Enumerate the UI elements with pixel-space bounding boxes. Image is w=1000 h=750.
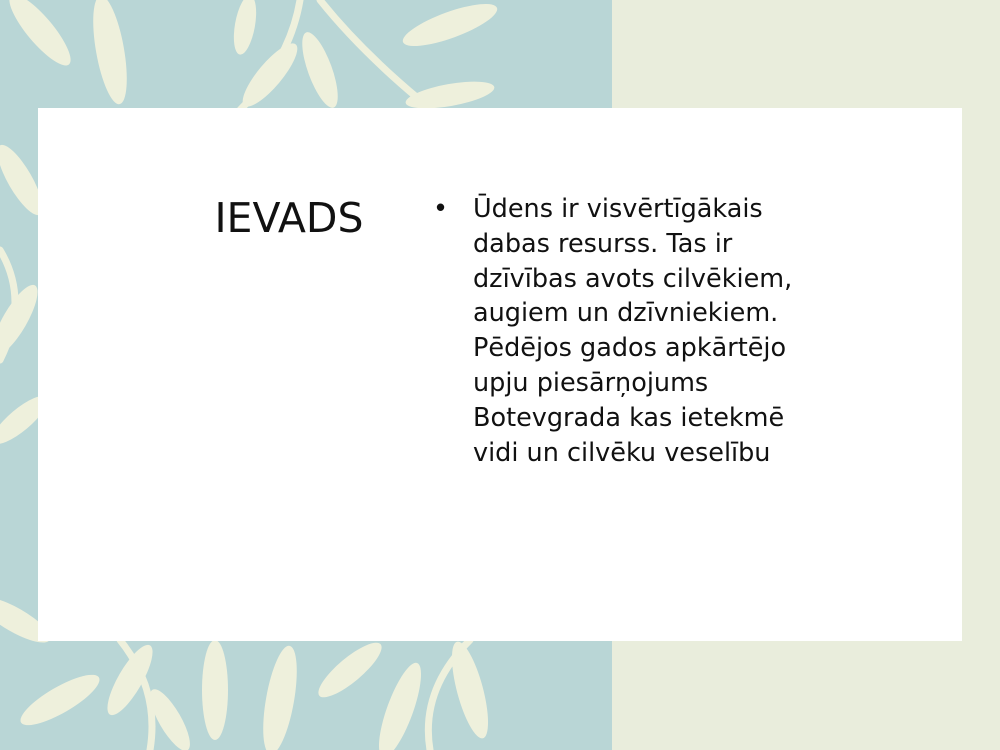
- bullet-line: dzīvības avots cilvēkiem,: [473, 263, 793, 294]
- bullet-line: upju piesārņojums: [473, 367, 709, 398]
- bullet-item: [433, 192, 792, 470]
- bullet-line: Ūdens ir visvērtīgākais: [473, 194, 763, 224]
- slide-title: IEVADS: [214, 194, 364, 242]
- slide-content-card: [38, 108, 962, 641]
- bullet-line: dabas resurss. Tas ir: [473, 228, 733, 259]
- bullet-line: Botevgrada kas ietekmē: [473, 402, 785, 433]
- bullet-line: vidi un cilvēku veselību: [473, 437, 771, 468]
- bullet-list: [433, 192, 792, 470]
- bullet-line: Pēdējos gados apkārtējo: [473, 333, 787, 364]
- bullet-icon: •: [433, 194, 449, 224]
- bullet-line: augiem un dzīvniekiem.: [473, 298, 779, 329]
